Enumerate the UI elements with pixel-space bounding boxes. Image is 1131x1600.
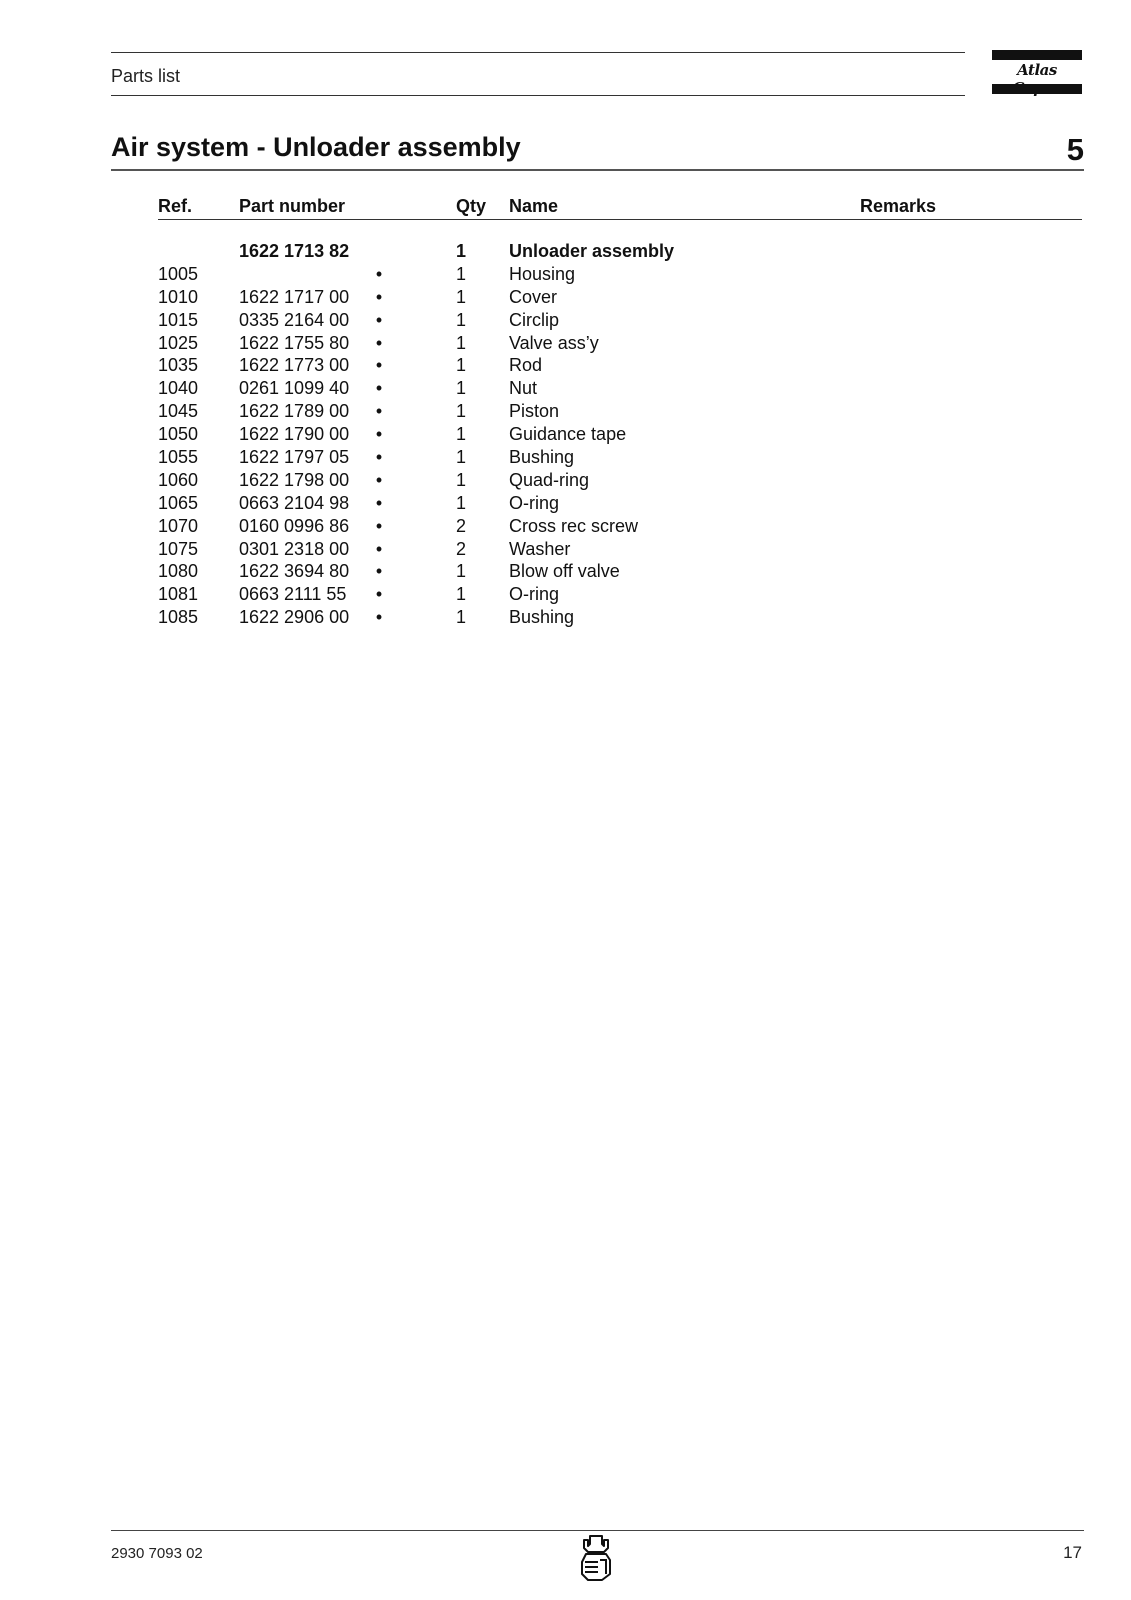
table-row [0,606,1131,629]
cell-name: Blow off valve [509,561,620,582]
cell-part-number: 1622 2906 00 [239,607,350,628]
cell-part-number: 1622 3694 80 [239,561,350,582]
cell-qty: 1 [456,241,467,261]
cell-ref: 1080 [158,561,199,582]
cell-part-number: 0663 2111 55 [239,584,347,605]
cell-bullet: • [375,584,383,605]
cell-ref: 1070 [158,515,199,536]
cell-name: Washer [509,538,571,559]
cell-qty: 1 [456,263,467,284]
cell-ref: 1050 [158,424,199,445]
cell-qty: 1 [456,332,467,353]
cell-bullet: • [375,607,383,628]
cell-qty: 1 [456,309,467,330]
cell-qty: 1 [456,469,467,490]
cell-name: Bushing [509,447,575,468]
cell-name: Cover [509,286,558,307]
cell-name: O-ring [509,492,560,513]
table-row [0,240,1131,263]
cell-ref: 1075 [158,538,199,559]
column-header-name: Name [509,196,559,216]
table-row [0,469,1131,492]
table-row [0,400,1131,423]
table-row [0,538,1131,561]
table-row [0,515,1131,538]
cell-bullet: • [375,309,383,330]
cell-part-number: 0335 2164 00 [239,309,350,330]
cell-qty: 1 [456,378,467,399]
table-row [0,332,1131,355]
page-number: 17 [1063,1543,1082,1562]
cell-name: Housing [509,263,576,284]
cell-ref: 1010 [158,286,199,307]
column-header-ref: Ref. [158,196,193,216]
cell-part-number: 0663 2104 98 [239,492,350,513]
cell-qty: 1 [456,286,467,307]
table-row [0,286,1131,309]
cell-name: Rod [509,355,543,376]
cell-ref: 1060 [158,469,199,490]
cell-name: Bushing [509,607,575,628]
cell-ref: 1025 [158,332,199,353]
cell-bullet: • [375,469,383,490]
footer-rule [111,1530,1084,1531]
cell-ref: 1005 [158,263,199,284]
cell-name: Guidance tape [509,424,627,445]
column-header-part-number: Part number [239,196,346,216]
document-number: 2930 7093 02 [111,1545,203,1562]
cell-qty: 1 [456,607,467,628]
table-row [0,583,1131,606]
cell-part-number: 1622 1798 00 [239,469,350,490]
table-row [0,423,1131,446]
column-header-qty: Qty [456,196,487,216]
cell-part-number: 1622 1773 00 [239,355,350,376]
atlas-copco-logo [992,50,1082,94]
table-row [0,263,1131,286]
cell-name: Valve ass’y [509,332,599,353]
table-row [0,377,1131,400]
cell-qty: 2 [456,538,467,559]
column-header-remarks: Remarks [860,196,937,216]
table-row [0,492,1131,515]
cell-bullet: • [375,492,383,513]
cell-part-number: 1622 1797 05 [239,447,350,468]
cell-ref: 1065 [158,492,199,513]
cell-ref: 1055 [158,447,199,468]
cell-ref: 1035 [158,355,199,376]
table-row [0,354,1131,377]
cell-qty: 1 [456,561,467,582]
logo-bar-bottom [992,84,1082,94]
title-rule [111,169,1084,171]
cell-name: Cross rec screw [509,515,639,536]
logo-bar-top [992,50,1082,60]
table-row [0,309,1131,332]
cell-name: Unloader assembly [509,241,675,261]
cell-part-number: 1622 1789 00 [239,401,350,422]
cell-bullet: • [375,515,383,536]
header-label: Parts list [111,66,181,86]
cell-bullet: • [375,286,383,307]
cell-name: Nut [509,378,538,399]
cell-qty: 1 [456,447,467,468]
cell-ref: 1040 [158,378,199,399]
cell-ref: 1015 [158,309,199,330]
cell-part-number: 1622 1755 80 [239,332,350,353]
page-title: Air system - Unloader assembly [111,132,521,162]
cell-name: O-ring [509,584,560,605]
section-number: 5 [1066,132,1084,167]
cell-bullet: • [375,538,383,559]
cell-part-number: 0261 1099 40 [239,378,350,399]
cell-bullet: • [375,561,383,582]
cell-bullet: • [375,424,383,445]
cell-part-number: 1622 1717 00 [239,286,350,307]
cell-bullet: • [375,401,383,422]
cell-part-number: 1622 1713 82 [239,241,350,261]
cell-qty: 2 [456,515,467,536]
cell-bullet: • [375,355,383,376]
cell-qty: 1 [456,355,467,376]
logo-text: Atlas [1017,61,1057,79]
cell-bullet: • [375,447,383,468]
cell-part-number: 1622 1790 00 [239,424,350,445]
header-rule-top [111,52,965,53]
cell-name: Quad-ring [509,469,590,490]
cell-bullet: • [375,263,383,284]
cell-part-number: 0160 0996 86 [239,515,350,536]
header-rule-bottom [111,95,965,96]
cell-ref: 1045 [158,401,199,422]
cell-name: Piston [509,401,560,422]
cell-qty: 1 [456,401,467,422]
cell-ref: 1081 [158,584,199,605]
cell-part-number: 0301 2318 00 [239,538,350,559]
parts-table-body [0,240,1131,629]
cell-qty: 1 [456,424,467,445]
table-row [0,560,1131,583]
cell-bullet: • [375,332,383,353]
table-row [0,446,1131,469]
cell-qty: 1 [456,492,467,513]
cell-bullet: • [375,378,383,399]
cell-qty: 1 [456,584,467,605]
service-hand-icon [576,1534,616,1582]
cell-name: Circlip [509,309,560,330]
table-header-rule [158,219,1082,220]
cell-ref: 1085 [158,607,199,628]
